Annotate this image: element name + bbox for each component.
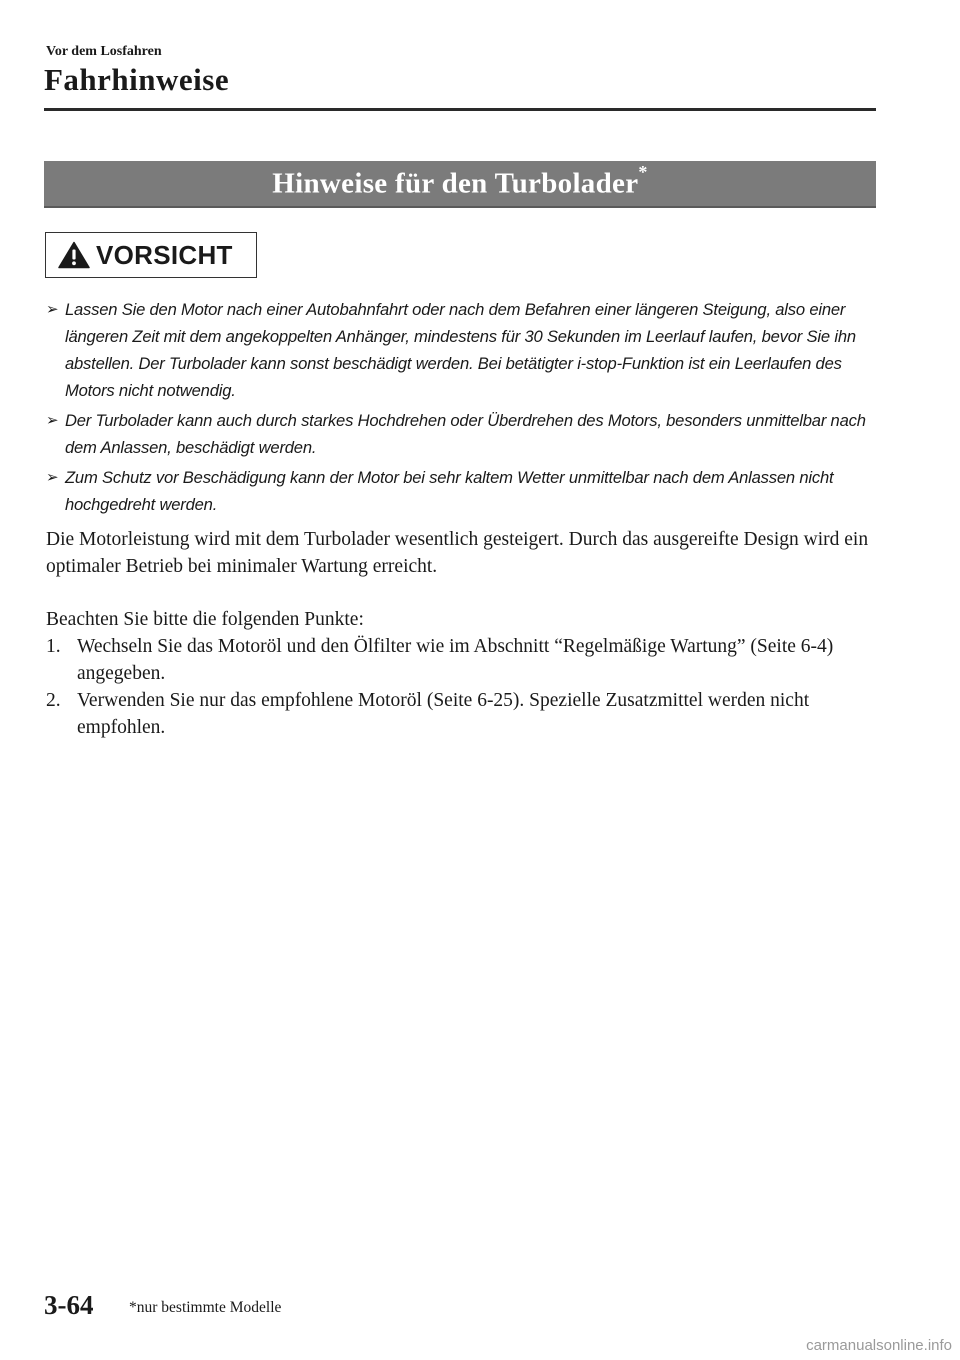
page-number: 3-64 xyxy=(44,1290,94,1320)
caution-label-box xyxy=(45,232,257,278)
bullet-arrow-icon: ➢ xyxy=(46,301,59,318)
footnote: *nur bestimmte Modelle xyxy=(129,1299,282,1316)
caution-item-text: Zum Schutz vor Beschädigung kann der Motor bei sehr kaltem Wetter unmittelbar nach dem Anlassen nicht hochgedreht werden. xyxy=(65,468,834,514)
points-heading: Beachten Sie bitte die folgenden Punkte: xyxy=(46,609,364,630)
caution-item xyxy=(46,296,886,404)
section-title: Fahrhinweise xyxy=(44,62,230,97)
step-number: 1. xyxy=(46,636,61,657)
topic-title-band xyxy=(44,161,876,208)
step-number: 2. xyxy=(46,690,61,711)
step-item xyxy=(46,633,876,687)
caution-item xyxy=(46,407,886,461)
caution-label: VORSICHT xyxy=(96,239,233,270)
watermark: carmanualsonline.info xyxy=(806,1337,952,1354)
topic-title xyxy=(272,162,648,201)
warning-triangle-icon xyxy=(58,241,90,269)
step-item xyxy=(46,687,876,741)
header-divider xyxy=(44,108,876,111)
intro-paragraph: Die Motorleistung wird mit dem Turbolader wesentlich gesteigert. Durch das ausgereifte Design wird ein optimaler Betrieb bei minimaler Wartung erreicht. xyxy=(46,529,869,577)
chapter-label: Vor dem Losfahren xyxy=(46,44,162,59)
caution-item-text: Lassen Sie den Motor nach einer Autobahnfahrt oder nach dem Befahren einer längeren Steigung, also einer längeren Zeit mit dem angekoppelten Anhänger, mindestens für 30 Sekunden im Leerlauf laufen, bevor Sie ihn abstellen. Der Turbolader kann sonst beschädigt werden. Bei betätigter i-stop-Funktion ist ein Leerlaufen des Motors nicht notwendig. xyxy=(65,300,856,400)
optional-equipment-mark: * xyxy=(638,162,648,183)
step-text: Wechseln Sie das Motoröl und den Ölfilter wie im Abschnitt “Regelmäßige Wartung” (Seite 6-4) angegeben. xyxy=(77,636,834,684)
topic-title-text: Hinweise für den Turbolader xyxy=(272,167,639,200)
step-text: Verwenden Sie nur das empfohlene Motoröl (Seite 6-25). Spezielle Zusatzmittel werden nicht empfohlen. xyxy=(77,690,810,738)
bullet-arrow-icon: ➢ xyxy=(46,412,59,429)
caution-list xyxy=(46,296,886,521)
caution-item xyxy=(46,464,886,518)
maintenance-steps xyxy=(46,633,876,741)
bullet-arrow-icon: ➢ xyxy=(46,469,59,486)
caution-item-text: Der Turbolader kann auch durch starkes Hochdrehen oder Überdrehen des Motors, besonders unmittelbar nach dem Anlassen, beschädigt werden. xyxy=(65,411,866,457)
